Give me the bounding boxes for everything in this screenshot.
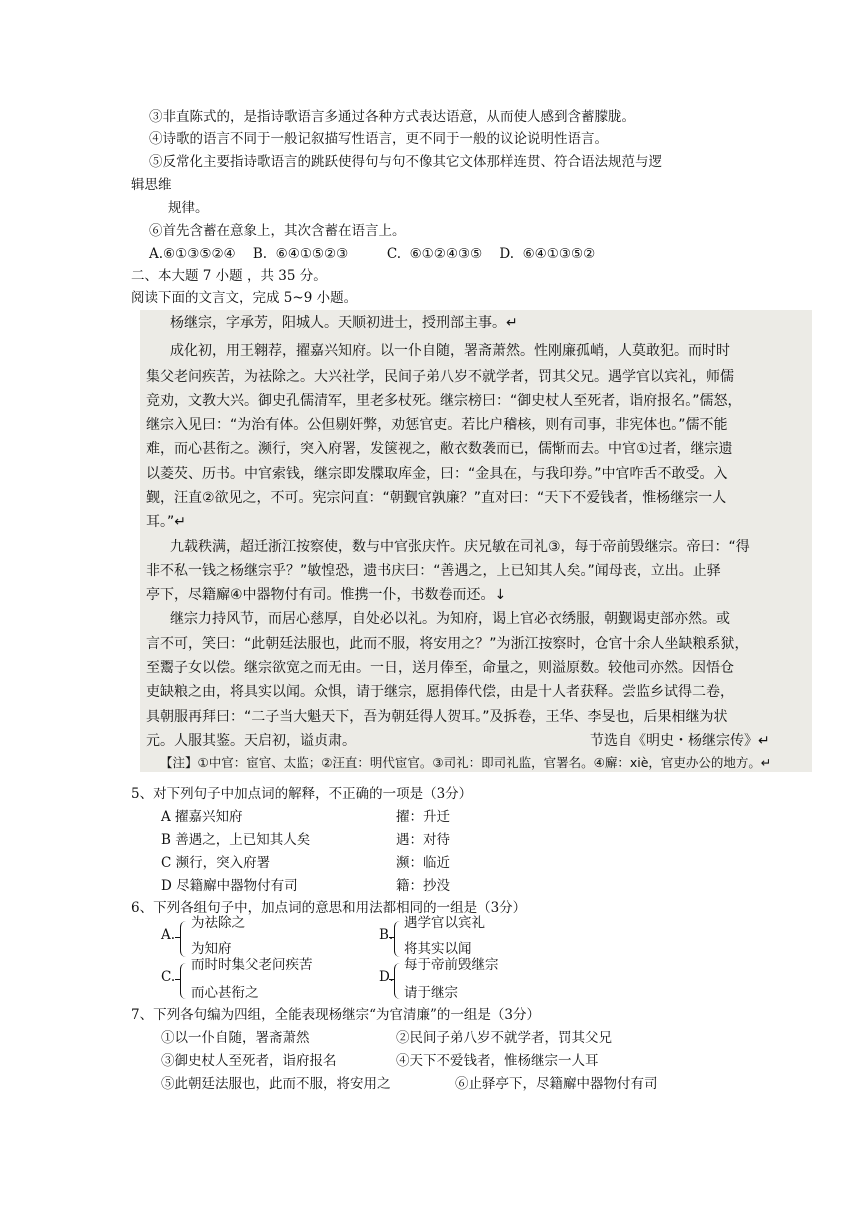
passage-note: 【注】①中官：宦官、太监；②汪直：明代宦官。③司礼：即司礼监，官署名。④廨：xiè，官吏办公的地方。↵ bbox=[160, 755, 772, 770]
passage-line: 言不可，笑曰：“此朝廷法服也，此而不服，将安用之？”为浙江按察时，仓官十余人坐缺粮系狱， bbox=[146, 636, 749, 652]
passage-line: 吏缺粮之由，将具实以闻。众惧，请于继宗，愿捐俸代偿，由是十人者获释。尝监乡试得二卷， bbox=[146, 684, 734, 700]
q7-item-5: ⑤此朝廷法服也，此而不服，将安用之 bbox=[161, 1076, 391, 1092]
passage-source: 节选自《明史・杨继宗传》↵ bbox=[590, 733, 770, 749]
q7-stem: 7、下列各句编为四组，全能表现杨继宗“为官清廉”的一组是（3分） bbox=[131, 1007, 540, 1023]
q5-option-a: A 擢嘉兴知府 bbox=[161, 809, 243, 825]
q6-option-a-label: A. bbox=[161, 927, 176, 943]
brace-icon bbox=[180, 963, 191, 999]
q7-item-6: ⑥止驿亭下，尽籍廨中器物付有司 bbox=[455, 1076, 658, 1092]
passage-line: 亭下，尽籍廨④中器物付有司。惟携一仆，书数卷而还。↓ bbox=[146, 587, 507, 603]
q5-option-d-gloss: 籍：抄没 bbox=[396, 878, 450, 894]
passage-line: 非不私一钱之杨继宗乎？”敏惶恐，遗书庆曰：“善遇之，上已知其人矣。”闻母丧，立出。止驿 bbox=[146, 563, 721, 579]
passage-line: 以菱芡、历书。中官索钱，继宗即发牒取库金，曰：“金具在，与我印券。”中官咋舌不敢受。入 bbox=[146, 466, 728, 482]
passage-line: 具朝服再拜曰：“二子当大魁天下，吾为朝廷得人贺耳。”及拆卷，王华、李旻也，后果相继为状 bbox=[146, 709, 728, 725]
q7-item-2: ②民间子弟八岁不就学者，罚其父兄 bbox=[396, 1030, 612, 1046]
q6-option-d-top: 每于帝前毁继宗 bbox=[404, 957, 499, 973]
q6-option-b-bottom: 将其实以闻 bbox=[404, 941, 472, 957]
q6-option-d-label: D. bbox=[379, 969, 394, 985]
passage-line: 继宗入见曰：“为治有体。公但剔奸弊，劝惩官吏。若比户稽核，则有司事，非宪体也。”儒不能 bbox=[146, 417, 728, 433]
q5-option-b: B 善遇之，上已知其人矣 bbox=[161, 832, 311, 848]
q5-option-c: C 濒行，突入府署 bbox=[161, 855, 271, 871]
q6-option-c-label: C. bbox=[161, 969, 176, 985]
option-item-6: ⑥首先含蓄在意象上，其次含蓄在语言上。 bbox=[149, 223, 406, 239]
q5-stem: 5、对下列句子中加点词的解释，不正确的一项是（3分） bbox=[131, 786, 473, 802]
q6-option-b-top: 遇学官以宾礼 bbox=[404, 915, 485, 931]
option-item-4: ④诗歌的语言不同于一般记叙描写性语言，更不同于一般的议论说明性语言。 bbox=[149, 131, 608, 147]
q5-option-d: D 尽籍廨中器物付有司 bbox=[161, 878, 298, 894]
passage-line: 杨继宗，字承芳，阳城人。天顺初进士，授刑部主事。↵ bbox=[170, 315, 518, 331]
q6-option-c-top: 而时时集父老问疾苦 bbox=[191, 957, 313, 973]
q6-option-b-label: B. bbox=[379, 927, 394, 943]
passage-line: 成化初，用王翱荐，擢嘉兴知府。以一仆自随，署斋萧然。性刚廉孤峭，人莫敢犯。而时时 bbox=[170, 343, 730, 359]
q5-option-a-gloss: 擢：升迁 bbox=[396, 809, 450, 825]
option-item-5: ⑤反常化主要指诗歌语言的跳跃使得句与句不像其它文体那样连贯、符合语法规范与逻 bbox=[149, 154, 662, 170]
section-heading: 二、本大题 7 小题 ，共 35 分。 bbox=[131, 268, 327, 284]
passage-image bbox=[140, 310, 812, 772]
passage-line: 至鬻子女以偿。继宗欲宽之而无由。一日，送月俸至，命量之，则溢原数。较他司亦然。因悟仓 bbox=[146, 660, 734, 676]
passage-line: 竞劝，文教大兴。御史孔儒清军，里老多杖死。继宗榜曰：“御史杖人至死者，诣府报名。”儒怒， bbox=[146, 393, 742, 409]
q7-item-1: ①以一仆自随，署斋萧然 bbox=[161, 1030, 310, 1046]
answer-choices: A.⑥①③⑤②④ B. ⑥④①⑤②③ C. ⑥①②④③⑤ D. ⑥④①③⑤② bbox=[149, 246, 596, 262]
q6-option-a-bottom: 为知府 bbox=[191, 941, 232, 957]
passage-line: 耳。”↵ bbox=[146, 514, 186, 530]
option-item-3: ③非直陈式的，是指诗歌语言多通过各种方式表达语意，从而使人感到含蓄朦胧。 bbox=[149, 109, 635, 125]
q6-option-c-bottom: 而心甚衔之 bbox=[191, 985, 259, 1001]
q7-item-3: ③御史杖人至死者，诣府报名 bbox=[161, 1053, 337, 1069]
q7-item-4: ④天下不爱钱者，惟杨继宗一人耳 bbox=[396, 1053, 599, 1069]
q6-option-a-top: 为祛除之 bbox=[191, 915, 245, 931]
brace-icon bbox=[180, 921, 191, 957]
passage-line: 九载秩满，超迁浙江按察使，数与中官张庆忤。庆兄敏在司礼③，每于帝前毁继宗。帝曰：“得 bbox=[170, 539, 750, 555]
passage-line: 觐，汪直②欲见之，不可。宪宗问直：“朝觐官孰廉？”直对曰：“天下不爱钱者，惟杨继宗一人 bbox=[146, 490, 727, 506]
passage-line: 元。人服其鉴。天启初，谥贞肃。 bbox=[146, 733, 356, 749]
section-instruction: 阅读下面的文言文，完成 5~9 小题。 bbox=[131, 290, 358, 306]
option-item-5-cont: 辑思维 bbox=[131, 177, 172, 193]
q6-option-d-bottom: 请于继宗 bbox=[404, 985, 458, 1001]
passage-line: 继宗力持风节，而居心慈厚，自处必以礼。为知府，谒上官必衣绣服，朝觐谒吏部亦然。或 bbox=[170, 611, 730, 627]
passage-line: 难，而心甚衔之。濒行，突入府署，发箧视之，敝衣数袭而已，儒惭而去。中官①过者，继宗遗 bbox=[146, 441, 733, 457]
q5-option-c-gloss: 濒：临近 bbox=[396, 855, 450, 871]
option-item-5-end: 规律。 bbox=[168, 200, 209, 216]
passage-line: 集父老问疾苦，为祛除之。大兴社学，民间子弟八岁不就学者，罚其父兄。遇学官以宾礼，师儒 bbox=[146, 369, 734, 385]
q6-stem: 6、下列各组句子中，加点词的意思和用法都相同的一组是（3分） bbox=[131, 900, 527, 916]
q5-option-b-gloss: 遇：对待 bbox=[396, 832, 450, 848]
